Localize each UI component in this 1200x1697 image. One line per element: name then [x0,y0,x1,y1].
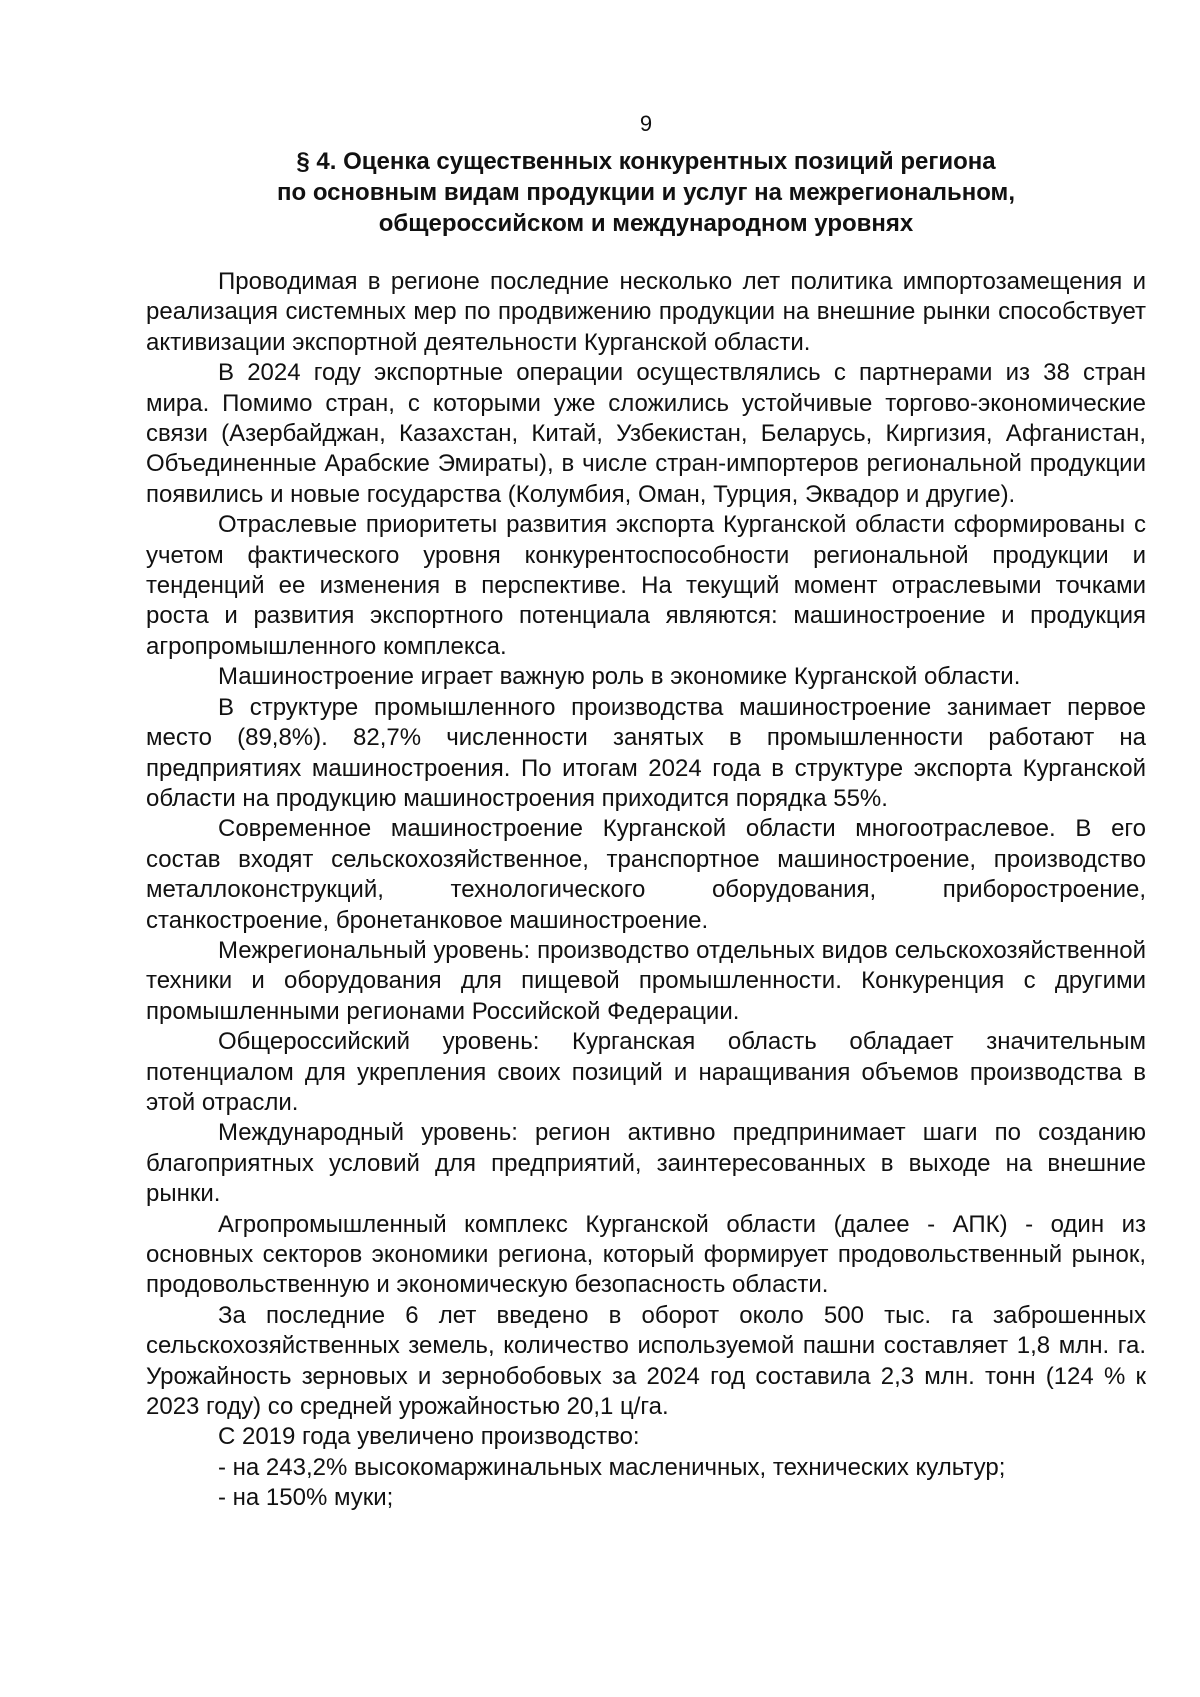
list-item-flour: - на 150% муки; [218,1484,394,1512]
paragraph-machinery-role: Машиностроение играет важную роль в экономике Курганской области. [218,663,1021,691]
paragraph-interregional-level: Межрегиональный уровень: производство отдельных видов сельскохозяйственной техники и оборудования для пищевой промышленности. Конкуренция с другими промышленными регионами Российской Федерации. [146,936,1146,1025]
section-heading-line-2: по основным видам продукции и услуг на межрегиональном, [277,179,1015,206]
paragraph-import-substitution: Проводимая в регионе последние несколько лет политика импортозамещения и реализация системных мер по продвижению продукции на внешние рынки способствует активизации экспортной деятельности Курганской области. [146,268,1146,356]
section-heading [146,146,1146,239]
paragraph-farmland-yield: За последние 6 лет введено в оборот около 500 тыс. га заброшенных сельскохозяйственных земель, количество используемой пашни составляет 1,8 млн. га. Урожайность зерновых и зернобобовых за 2024 год составила 2,3 млн. тонн (124 % к 2023 году) со средней урожайностью 20,1 ц/га. [146,1301,1146,1421]
paragraph-export-partners: В 2024 году экспортные операции осуществлялись с партнерами из 38 стран мира. Помимо стран, с которыми уже сложились устойчивые торгово-экономические связи (Азербайджан, Казахстан, Китай, Узбекистан, Беларусь, Киргизия, Афганистан, Объединенные Арабские Эмираты), в числе стран-импортеров региональной продукции появились и новые государства (Колумбия, Оман, Турция, Эквадор и другие). [146,359,1146,508]
list-item-oilseeds: - на 243,2% высокомаржинальных масленичных, технических культур; [218,1453,1006,1481]
body-text [146,267,1146,1514]
section-heading-line-3: общероссийском и международном уровнях [378,210,914,237]
paragraph-international-level: Международный уровень: регион активно предпринимает шаги по созданию благоприятных условий для предприятий, заинтересованных в выходе на внешние рынки. [146,1119,1146,1208]
paragraph-national-level: Общероссийский уровень: Курганская область обладает значительным потенциалом для укрепления своих позиций и наращивания объемов производства в этой отрасли. [146,1028,1146,1116]
paragraph-machinery-branches: Современное машиностроение Курганской области многоотраслевое. В его состав входят сельскохозяйственное, транспортное машиностроение, производство металлоконструкций, технологического оборудования, приборостроение, станкостроение, бронетанковое машиностроение. [146,815,1146,934]
paragraph-agro-complex: Агропромышленный комплекс Курганской области (далее - АПК) - один из основных секторов экономики региона, который формирует продовольственный рынок, продовольственную и экономическую безопасность области. [146,1210,1146,1299]
page-number: 9 [639,111,653,136]
paragraph-production-increase: С 2019 года увеличено производство: [218,1423,640,1451]
paragraph-machinery-structure: В структуре промышленного производства машиностроение занимает первое место (89,8%). 82,7% численности занятых в промышленности работают на предприятиях машиностроения. По итогам 2024 года в структуре экспорта Курганской области на продукцию машиностроения приходится порядка 55%. [146,693,1146,812]
paragraph-export-priorities: Отраслевые приоритеты развития экспорта Курганской области сформированы с учетом фактического уровня конкурентоспособности региональной продукции и тенденций ее изменения в перспективе. На текущий момент отраслевыми точками роста и развития экспортного потенциала являются: машиностроение и продукция агропромышленного комплекса. [146,511,1146,660]
section-heading-line-1: § 4. Оценка существенных конкурентных позиций региона [296,148,996,175]
